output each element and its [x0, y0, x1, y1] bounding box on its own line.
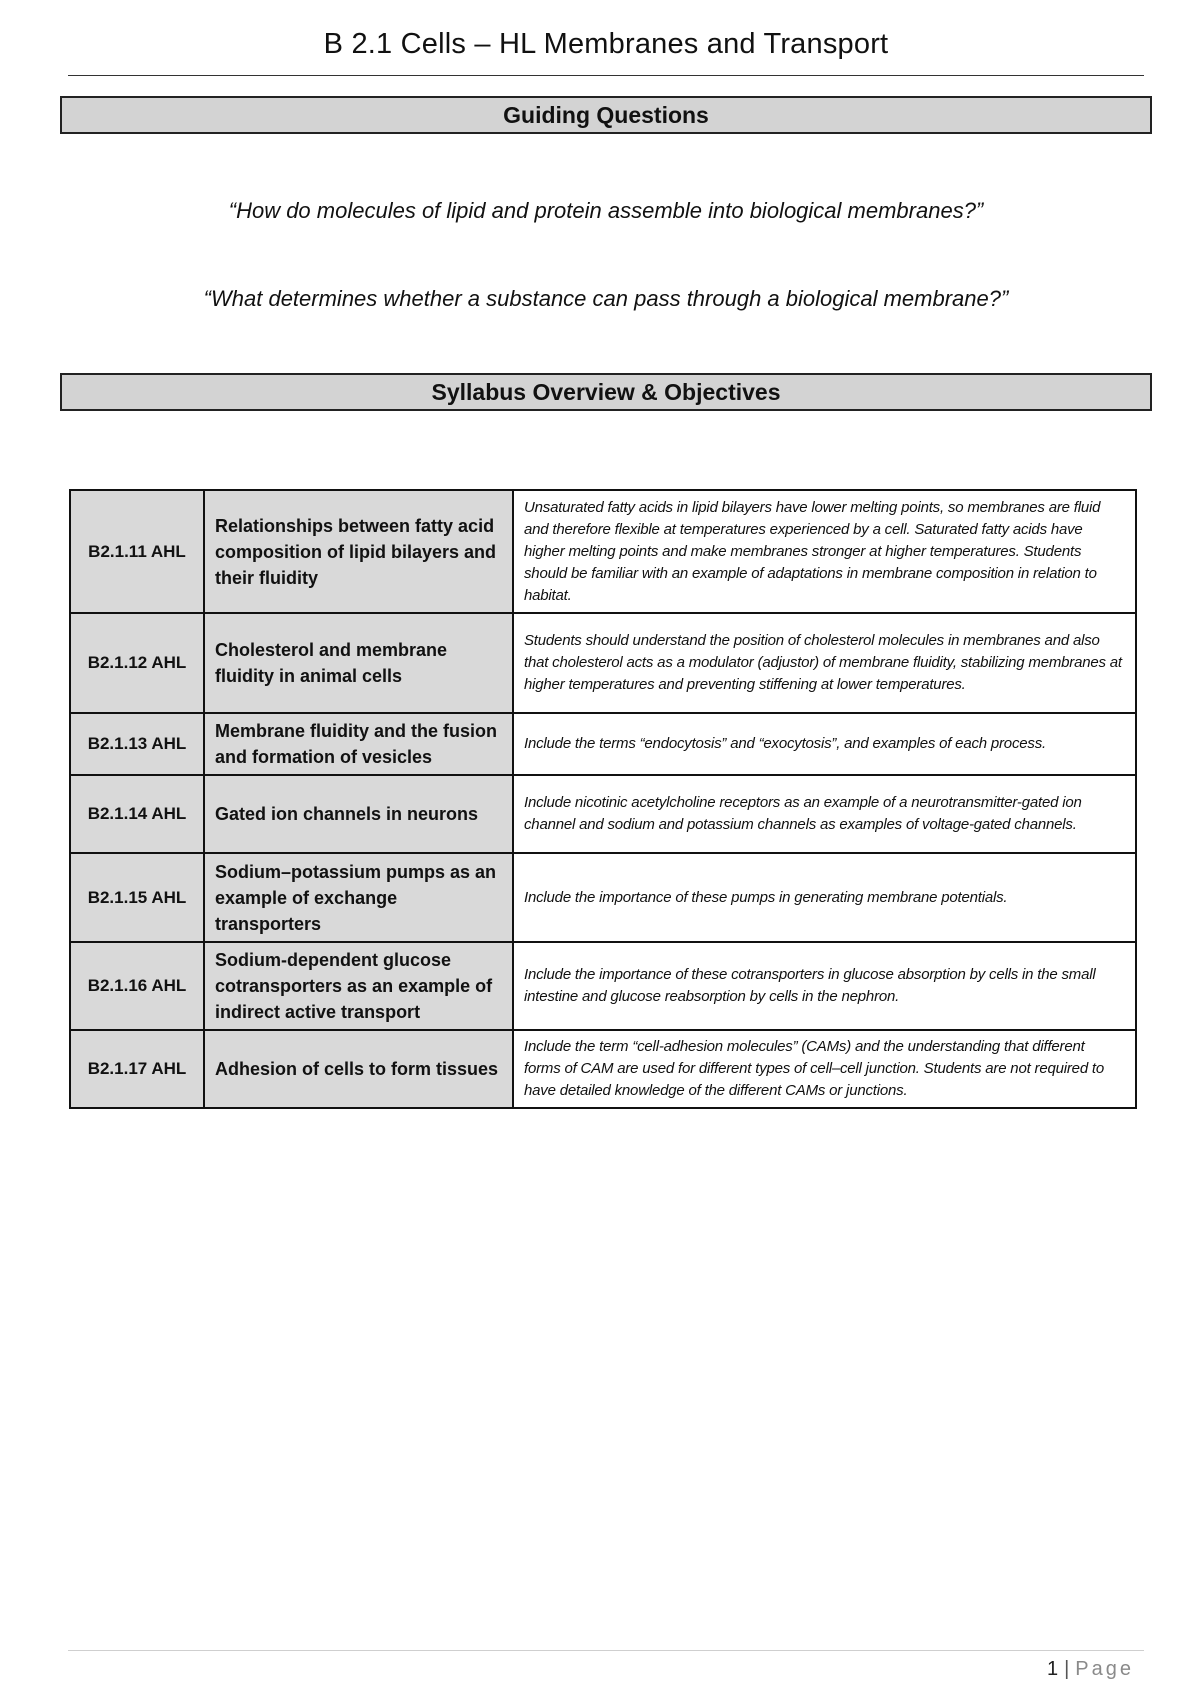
- page-label: Page: [1075, 1658, 1134, 1680]
- syllabus-heading: [60, 373, 1152, 411]
- footer-separator: |: [1064, 1658, 1070, 1680]
- objective-description: Students should understand the position of cholesterol molecules in membranes and also that cholesterol acts as a modulator (adjustor) of membrane fluidity, stabilizing membranes at higher temperatures and preventing stiffening at lower temperatures.: [513, 613, 1136, 713]
- guiding-questions-heading: [60, 96, 1152, 134]
- page-title: B 2.1 Cells – HL Membranes and Transport: [323, 28, 889, 60]
- objective-topic: Sodium–potassium pumps as an example of exchange transporters: [204, 853, 513, 942]
- table-row: [70, 490, 1136, 613]
- objective-description: Unsaturated fatty acids in lipid bilayers have lower melting points, so membranes are fluid and therefore flexible at temperatures experienced by a cell. Saturated fatty acids have higher melting points and make membranes stronger at higher temperatures. Students should be familiar with an example of adaptations in membrane composition in relation to habitat.: [513, 490, 1136, 613]
- table-row: [70, 1030, 1136, 1108]
- table-row: [70, 713, 1136, 775]
- objective-description: Include the terms “endocytosis” and “exocytosis”, and examples of each process.: [513, 713, 1136, 775]
- guiding-question-1: “How do molecules of lipid and protein assemble into biological membranes?”: [228, 198, 984, 223]
- footer-divider: [68, 1650, 1144, 1651]
- page-number: 1: [1046, 1658, 1059, 1680]
- objective-code: B2.1.12 AHL: [70, 613, 204, 713]
- objective-code: B2.1.13 AHL: [70, 713, 204, 775]
- objective-topic: Relationships between fatty acid composition of lipid bilayers and their fluidity: [204, 490, 513, 613]
- guiding-question-2: “What determines whether a substance can pass through a biological membrane?”: [203, 286, 1009, 311]
- syllabus-heading-text: Syllabus Overview & Objectives: [431, 378, 781, 405]
- objective-topic: Membrane fluidity and the fusion and formation of vesicles: [204, 713, 513, 775]
- objective-code: B2.1.14 AHL: [70, 775, 204, 853]
- objective-description: Include the term “cell-adhesion molecules” (CAMs) and the understanding that different forms of CAM are used for different types of cell–cell junction. Students are not required to have detailed knowledge of the different CAMs or junctions.: [513, 1030, 1136, 1108]
- guiding-questions-heading-text: Guiding Questions: [503, 101, 709, 128]
- table-row: [70, 775, 1136, 853]
- objective-description: Include the importance of these pumps in generating membrane potentials.: [513, 853, 1136, 942]
- syllabus-table: [69, 489, 1137, 1109]
- objective-code: B2.1.17 AHL: [70, 1030, 204, 1108]
- objective-topic: Sodium-dependent glucose cotransporters as an example of indirect active transport: [204, 942, 513, 1030]
- objective-code: B2.1.11 AHL: [70, 490, 204, 613]
- page-footer: [1047, 1658, 1134, 1681]
- objective-topic: Adhesion of cells to form tissues: [204, 1030, 513, 1108]
- objective-code: B2.1.15 AHL: [70, 853, 204, 942]
- header-divider: [68, 75, 1144, 76]
- objective-code: B2.1.16 AHL: [70, 942, 204, 1030]
- objective-description: Include nicotinic acetylcholine receptors as an example of a neurotransmitter-gated ion channel and sodium and potassium channels as examples of voltage-gated channels.: [513, 775, 1136, 853]
- objective-topic: Cholesterol and membrane fluidity in animal cells: [204, 613, 513, 713]
- table-row: [70, 613, 1136, 713]
- table-row: [70, 942, 1136, 1030]
- table-row: [70, 853, 1136, 942]
- objective-description: Include the importance of these cotransporters in glucose absorption by cells in the small intestine and glucose reabsorption by cells in the nephron.: [513, 942, 1136, 1030]
- objective-topic: Gated ion channels in neurons: [204, 775, 513, 853]
